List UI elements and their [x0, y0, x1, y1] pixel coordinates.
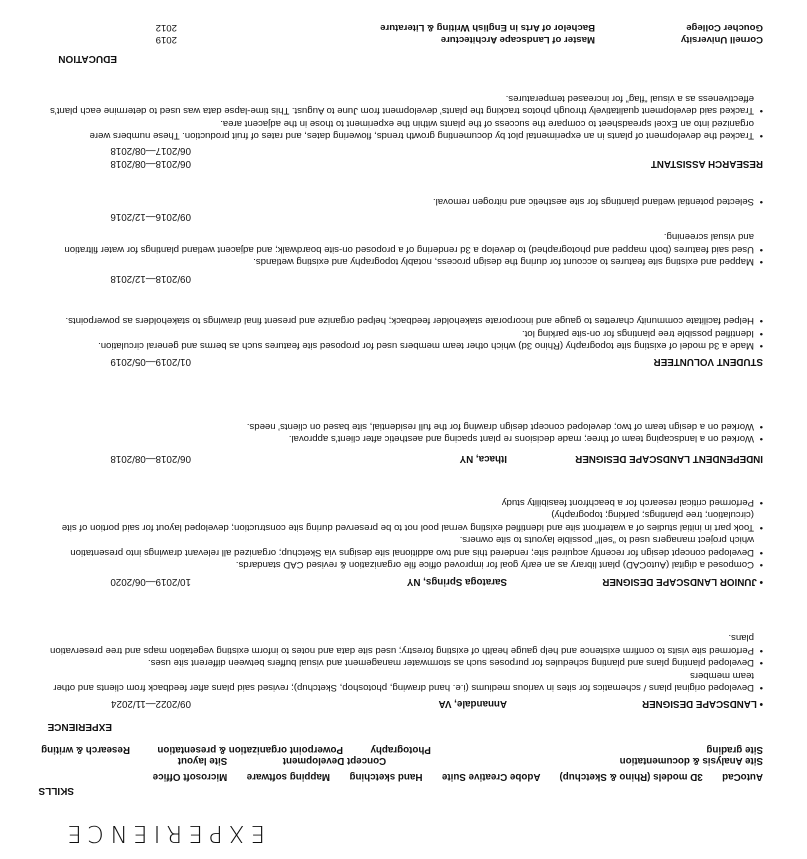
job-bullets	[47, 496, 763, 570]
degree: Bachelor of Arts in English Writing & Literature	[380, 22, 595, 33]
degree: Master of Landscape Architecture	[440, 34, 595, 45]
job-title: INDEPENDENT LANDSCAPE DESIGNER	[575, 453, 763, 464]
skill-item: Site Analysis & documentation	[619, 755, 763, 766]
skill-item: Site layout	[177, 755, 228, 766]
graduation-year: 2012	[155, 22, 177, 33]
job-dates: 09/2022—11/2024	[111, 698, 191, 709]
skill-item: AutoCad	[722, 771, 763, 782]
job-bullets	[47, 631, 763, 693]
skills-row-2	[178, 754, 763, 766]
job-bullets	[47, 314, 763, 351]
skill-item: Mapping software	[246, 771, 331, 782]
list-item: • Used said features (both mapped and photographed) to develop a 3d rendering of a proposed on-site boardwalk; and adjacent wetland plantings for water filtration and visual screening.	[47, 230, 763, 255]
job-dates: 06/2018—08/2018	[110, 158, 191, 169]
skill-item: Research & writing	[41, 744, 130, 755]
list-item: • Tracked the development of plants in an experimental plot by documenting growth trends, flowering dates, and rates of fruit production. These numbers were organized into an Excel spreadsheet to compare the success of the plants within the experiment to those in the adjacent area.	[47, 116, 763, 141]
experience-heading: EXPERIENCE	[47, 721, 112, 732]
skill-item: Concept Development	[282, 755, 387, 766]
job-location: Saratoga Springs, NY	[406, 576, 507, 587]
list-item: • Worked on a landscaping team of three; made decisions re plant spacing and aesthetic after client’s approval.	[47, 432, 763, 444]
list-item: • Composed a digital (AutoCAD) plant library as an early goal for improved office file organization & revised CAD standards.	[47, 558, 763, 570]
job-dates: 10/2019—06/2020	[110, 576, 191, 587]
list-item: • Helped facilitate community charettes to gauge and incorporate stakeholder feedback; helped organize and present final drawings to stakeholders as powerpoints.	[47, 314, 763, 326]
job-dates: 09/2018—12/2018	[110, 273, 191, 284]
skills-row-1	[153, 770, 763, 782]
list-item: • Mapped and existing site features to account for during the design process, notably topography and existing wetlands.	[47, 255, 763, 267]
school-name: Goucher College	[686, 22, 763, 33]
job-location: Ithaca, NY	[459, 453, 507, 464]
skills-heading: SKILLS	[38, 785, 74, 796]
graduation-year: 2019	[155, 34, 177, 45]
skill-item: Powerpoint organization & presentation	[157, 744, 344, 755]
skill-item: Hand sketching	[349, 771, 423, 782]
skill-item: Adobe Creative Suite	[441, 771, 541, 782]
list-item: • Selected potential wetland plantings for site aesthetic and nitrogen removal.	[47, 195, 763, 207]
school-name: Cornell University	[680, 34, 763, 45]
skill-item: Photography	[370, 744, 431, 755]
job-dates: 01/2019—05/2019	[110, 356, 191, 367]
list-item: • Developed original plans / schematics for sites in various mediums (i.e. hand drawing, photoshop, Sketchup); revised said plans after feedback from clients and other team members	[47, 668, 763, 693]
job-title: RESEARCH ASSISTANT	[650, 158, 763, 169]
job-bullets	[47, 195, 763, 207]
job-title: STUDENT VOLUNTEER	[653, 356, 763, 367]
job-location: Annandale, VA	[438, 698, 507, 709]
job-bullets	[47, 419, 763, 444]
job-title: • LANDSCAPE DESIGNER	[641, 698, 763, 709]
list-item: • Worked on a design team of two; developed concept design drawing for the full residential, site based on clients’ needs.	[47, 419, 763, 431]
job-bullets	[47, 230, 763, 267]
list-item: • Performed critical research for a beachfront feasibility study	[47, 496, 763, 508]
education-heading: EDUCATION	[58, 53, 117, 64]
list-item: • Developed concept design for recently acquired site; rendered this and two additional site designs via Sketchup; organized all relevant drawings into presentation which project managers used to “sell” possible layouts to site owners.	[47, 533, 763, 558]
job-dates: 09/2016—12/2016	[110, 211, 191, 222]
list-item: • Took part in initial studies of a waterfront site and identified existing vernal pool not to be preserved during site construction; developed layout for said portion of site (circulation; tree plantings; parking; topography)	[47, 508, 763, 533]
job-dates: 06/2018—08/2018	[110, 453, 191, 464]
page-title: EXPERIENCE	[61, 820, 265, 846]
job-title: • JUNIOR LANDSCAPE DESIGNER	[602, 576, 763, 587]
skill-item: Microsoft Office	[152, 771, 228, 782]
list-item: • Developed planting plans and planting schedules for purposes such as stormwater management and visual buffers between different site uses.	[47, 656, 763, 668]
skill-item: Site grading	[706, 744, 763, 755]
list-item: • Identified possible tree plantings for on-site parking lot.	[47, 326, 763, 338]
list-item: • Made a 3d model of existing site topography (Rhino 3d) which other team members used for proposed site features such as berms and general circulation.	[47, 339, 763, 351]
list-item: • Performed site visits to confirm existence and help gauge health of existing forestry; used site data and notes to inform existing vegetation maps and tree preservation plans.	[47, 631, 763, 656]
job-bullets	[47, 91, 763, 141]
skills-row-3	[41, 743, 763, 755]
skill-item: 3D models (Rhino & Sketchup)	[559, 771, 703, 782]
list-item: • Tracked said development qualitatively through photos tracking the plants’ development from June to August. This time-lapse data was used to determine each plant’s effectiveness as a visual “flag” for increased temperatures.	[47, 91, 763, 116]
job-dates: 06/2017—08/2018	[110, 145, 191, 156]
